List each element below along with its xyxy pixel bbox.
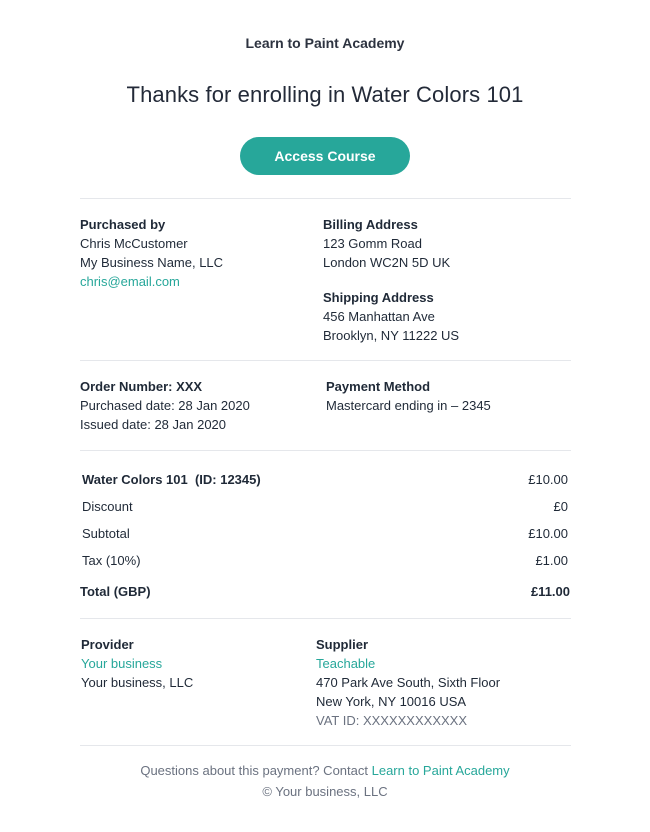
- supplier-label: Supplier: [316, 637, 369, 652]
- line-item-amount: £10.00: [528, 526, 568, 541]
- shipping-address-label: Shipping Address: [323, 290, 434, 305]
- line-item-label: Tax (10%): [82, 553, 141, 568]
- total-label: Total (GBP): [80, 584, 151, 599]
- shipping-line2: Brooklyn, NY 11222 US: [323, 328, 460, 343]
- divider: [80, 745, 571, 746]
- provider-label: Provider: [81, 637, 134, 652]
- provider-section: [81, 635, 193, 692]
- line-item-row: [80, 493, 570, 520]
- line-item-row: [80, 466, 570, 493]
- purchased-date: Purchased date: 28 Jan 2020: [80, 398, 250, 413]
- customer-name: Chris McCustomer: [80, 236, 188, 251]
- payment-section: [326, 377, 491, 415]
- purchased-by-label: Purchased by: [80, 217, 166, 232]
- supplier-vat-id: VAT ID: XXXXXXXXXXXX: [316, 713, 468, 728]
- customer-company: My Business Name, LLC: [80, 255, 224, 270]
- total-row: [80, 584, 570, 599]
- supplier-section: [316, 635, 500, 730]
- billing-line2: London WC2N 5D UK: [323, 255, 451, 270]
- billing-address-label: Billing Address: [323, 217, 418, 232]
- line-item-row: [80, 520, 570, 547]
- provider-link[interactable]: Your business: [81, 656, 163, 671]
- order-number: Order Number: XXX: [80, 379, 203, 394]
- page-title: Thanks for enrolling in Water Colors 101: [126, 82, 524, 107]
- billing-line1: 123 Gomm Road: [323, 236, 422, 251]
- purchased-by-section: [80, 215, 223, 291]
- payment-method-label: Payment Method: [326, 379, 431, 394]
- divider: [80, 360, 571, 361]
- line-item-label: Subtotal: [82, 526, 130, 541]
- divider: [80, 198, 571, 199]
- line-item-label: Discount: [82, 499, 133, 514]
- footer-contact-link[interactable]: Learn to Paint Academy: [371, 763, 510, 778]
- brand-name: Learn to Paint Academy: [245, 35, 405, 51]
- supplier-link[interactable]: Teachable: [316, 656, 376, 671]
- line-items: [80, 466, 570, 574]
- order-section: [80, 377, 250, 434]
- line-item-label: Water Colors 101 (ID: 12345): [82, 472, 261, 487]
- access-course-button[interactable]: Access Course: [240, 137, 410, 175]
- supplier-line1: 470 Park Ave South, Sixth Floor: [316, 675, 501, 690]
- issued-date: Issued date: 28 Jan 2020: [80, 417, 227, 432]
- customer-email-link[interactable]: chris@email.com: [80, 274, 180, 289]
- line-item-row: [80, 547, 570, 574]
- shipping-address-section: [323, 288, 459, 345]
- line-item-amount: £1.00: [535, 553, 568, 568]
- footer-question-text: Questions about this payment? Contact: [140, 763, 368, 778]
- line-item-amount: £10.00: [528, 472, 568, 487]
- footer-copyright: © Your business, LLC: [262, 784, 388, 799]
- total-amount: £11.00: [530, 584, 570, 599]
- billing-address-section: [323, 215, 450, 272]
- payment-method-value: Mastercard ending in – 2345: [326, 398, 491, 413]
- provider-name: Your business, LLC: [81, 675, 194, 690]
- shipping-line1: 456 Manhattan Ave: [323, 309, 435, 324]
- line-item-amount: £0: [553, 499, 568, 514]
- footer-question: [0, 763, 650, 778]
- divider: [80, 450, 571, 451]
- supplier-line2: New York, NY 10016 USA: [316, 694, 467, 709]
- divider: [80, 618, 571, 619]
